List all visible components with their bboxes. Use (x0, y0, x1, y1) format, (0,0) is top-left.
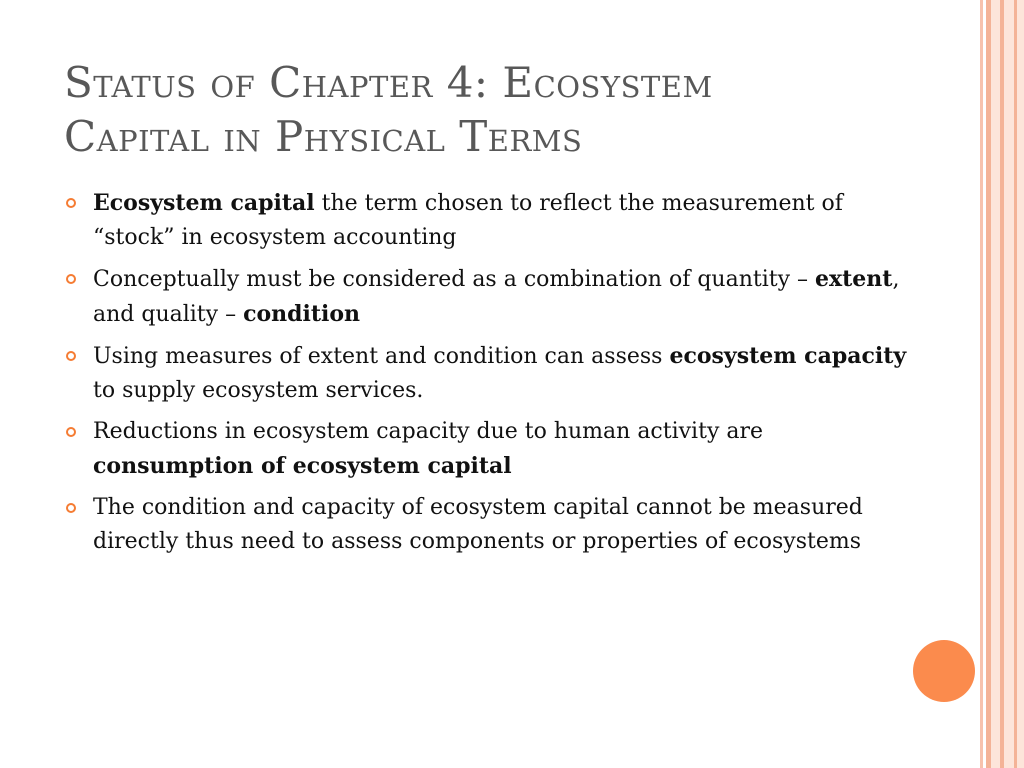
bullet-item (64, 262, 914, 332)
slide-title (64, 56, 944, 164)
bullet-marker-icon (66, 274, 76, 284)
bullet-text: , and quality – (93, 267, 900, 327)
decorative-stripe (1017, 0, 1024, 768)
decorative-stripe (1004, 0, 1014, 768)
bullet-marker-icon (66, 351, 76, 361)
bullet-text: to supply ecosystem services. (93, 378, 424, 403)
bullet-text: Using measures of extent and condition can assess (93, 344, 670, 369)
bullet-marker-icon (66, 198, 76, 208)
decorative-stripe (980, 0, 983, 768)
bullet-bold-text: ecosystem capacity (669, 343, 907, 369)
bullet-bold-text: consumption of ecosystem capital (93, 453, 512, 479)
bullet-text: Conceptually must be considered as a combination of quantity – (93, 267, 815, 292)
bullet-marker-icon (66, 427, 76, 437)
slide-title-line-2: Capital in Physical Terms (64, 112, 583, 161)
decorative-stripe (991, 0, 1000, 768)
bullet-bold-text: condition (243, 301, 361, 327)
bullet-text: the term chosen to reflect the measurement of “stock” in ecosystem accounting (93, 191, 843, 250)
bullet-item (64, 415, 914, 484)
bullet-bold-text: Ecosystem capital (93, 190, 315, 216)
bullet-bold-text: extent (815, 266, 893, 292)
bullet-marker-icon (66, 503, 76, 513)
decorative-circle (913, 640, 975, 702)
slide-title-line-1: Status of Chapter 4: Ecosystem (64, 58, 713, 107)
bullet-item (64, 186, 914, 255)
bullet-list (64, 186, 914, 566)
bullet-item (64, 491, 914, 559)
bullet-item (64, 339, 914, 408)
bullet-text: Reductions in ecosystem capacity due to human activity are (93, 419, 764, 444)
bullet-text: The condition and capacity of ecosystem capital cannot be measured directly thus need to assess components or properties of ecosystems (93, 495, 863, 554)
